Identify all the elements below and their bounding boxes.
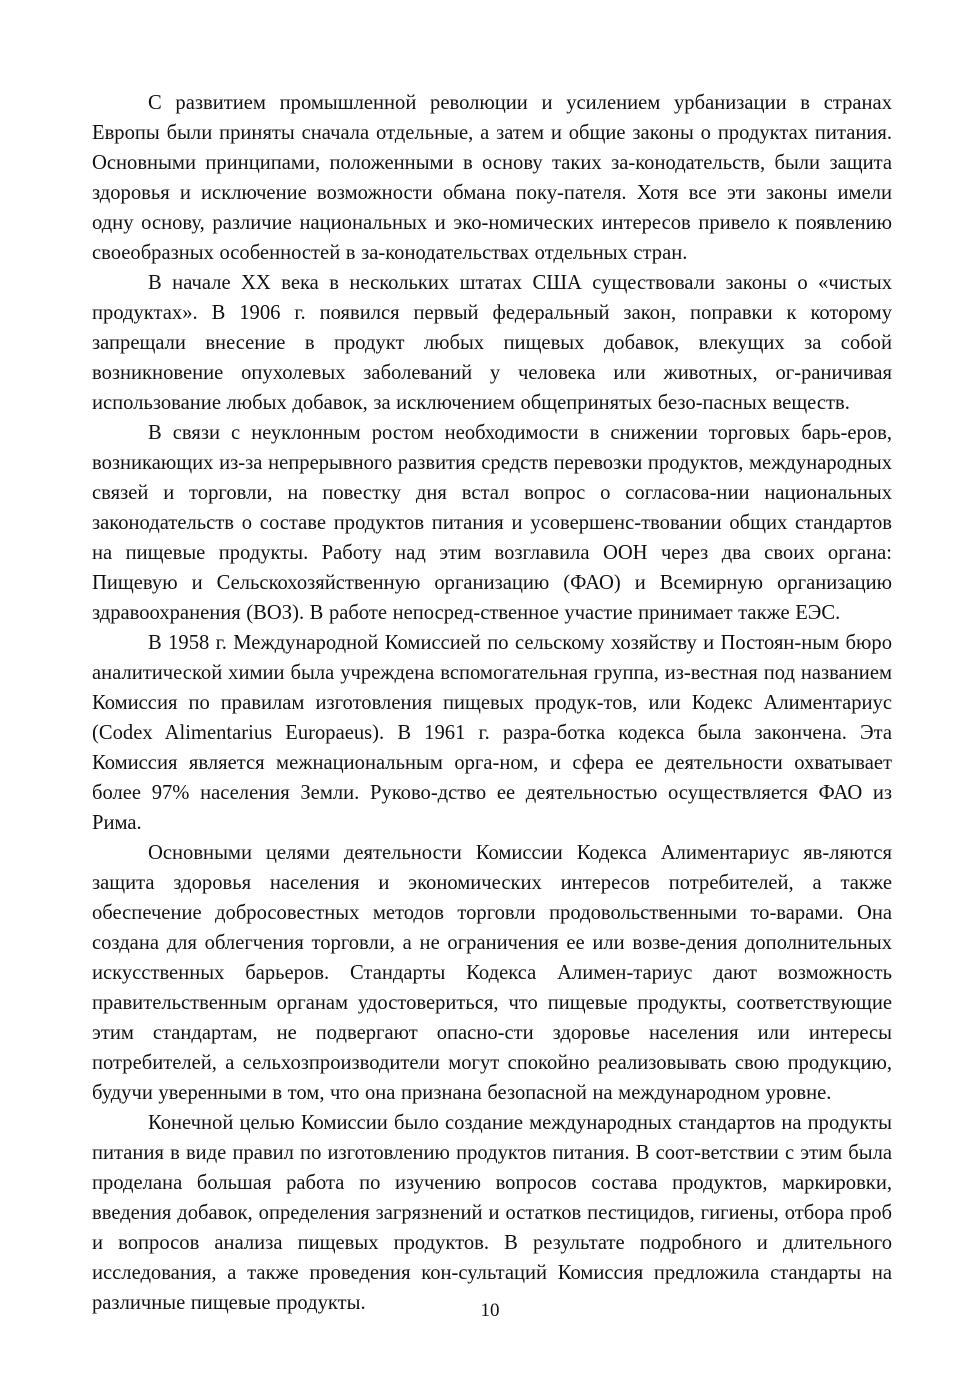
page-number: 10	[480, 1300, 500, 1321]
paragraph: В 1958 г. Международной Комиссией по сельскому хозяйству и Постоян-ным бюро аналитической химии была учреждена вспомогательная группа, из-вестная под названием Комиссия по правилам изготовления пищевых продук-тов, или Кодекс Алиментариус (Codex Alimentarius Europaeus). В 1961 г. разра-ботка кодекса была закончена. Эта Комиссия является межнациональным орга-ном, и сфера ее деятельности охватывает более 97% населения Земли. Руково-дство ее деятельностью осуществляется ФАО из Рима.	[92, 632, 892, 834]
paragraph: В связи с неуклонным ростом необходимости в снижении торговых барь-еров, возникающих из-за непрерывного развития средств перевозки продуктов, международных связей и торговли, на повестку дня встал вопрос о согласова-нии национальных законодательств о составе продуктов питания и усовершенс-твовании общих стандартов на пищевые продукты. Работу над этим возглавила ООН через два своих органа: Пищевую и Сельскохозяйственную организацию (ФАО) и Всемирную организацию здравоохранения (ВОЗ). В работе непосред-ственное участие принимает также ЕЭС.	[92, 422, 892, 624]
paragraph: Основными целями деятельности Комиссии Кодекса Алиментариус яв-ляются защита здоровья населения и экономических интересов потребителей, а также обеспечение добросовестных методов торговли продовольственными то-варами. Она создана для облегчения торговли, а не ограничения ее или возве-дения дополнительных искусственных барьеров. Стандарты Кодекса Алимен-тариус дают возможность правительственным органам удостовериться, что пищевые продукты, соответствующие этим стандартам, не подвергают опасно-сти здоровье населения или интересы потребителей, а сельхозпроизводители могут спокойно реализовывать свою продукцию, будучи уверенными в том, что она признана безопасной на международном уровне.	[92, 842, 892, 1104]
paragraph: С развитием промышленной революции и усилением урбанизации в странах Европы были приняты сначала отдельные, а затем и общие законы о продуктах питания. Основными принципами, положенными в основу таких за-конодательств, были защита здоровья и исключение возможности обмана поку-пателя. Хотя все эти законы имели одну основу, различие национальных и эко-номических интересов привело к появлению своеобразных особенностей в за-конодательствах отдельных стран.	[92, 92, 892, 264]
paragraph: Конечной целью Комиссии было создание международных стандартов на продукты питания в виде правил по изготовлению продуктов питания. В соот-ветствии с этим была проделана большая работа по изучению вопросов состава продуктов, маркировки, введения добавок, определения загрязнений и остатков пестицидов, гигиены, отбора проб и вопросов анализа пищевых продуктов. В результате подробного и длительного исследования, а также проведения кон-сультаций Комиссия предложила стандарты на различные пищевые продукты.	[92, 1112, 892, 1314]
body-text-column	[92, 88, 892, 1318]
paragraph: В начале XX века в нескольких штатах США существовали законы о «чистых продуктах». В 1906 г. появился первый федеральный закон, поправки к которому запрещали внесение в продукт любых пищевых добавок, влекущих за собой возникновение опухолевых заболеваний у человека или животных, ог-раничивая использование любых добавок, за исключением общепринятых безо-пасных веществ.	[92, 272, 892, 414]
